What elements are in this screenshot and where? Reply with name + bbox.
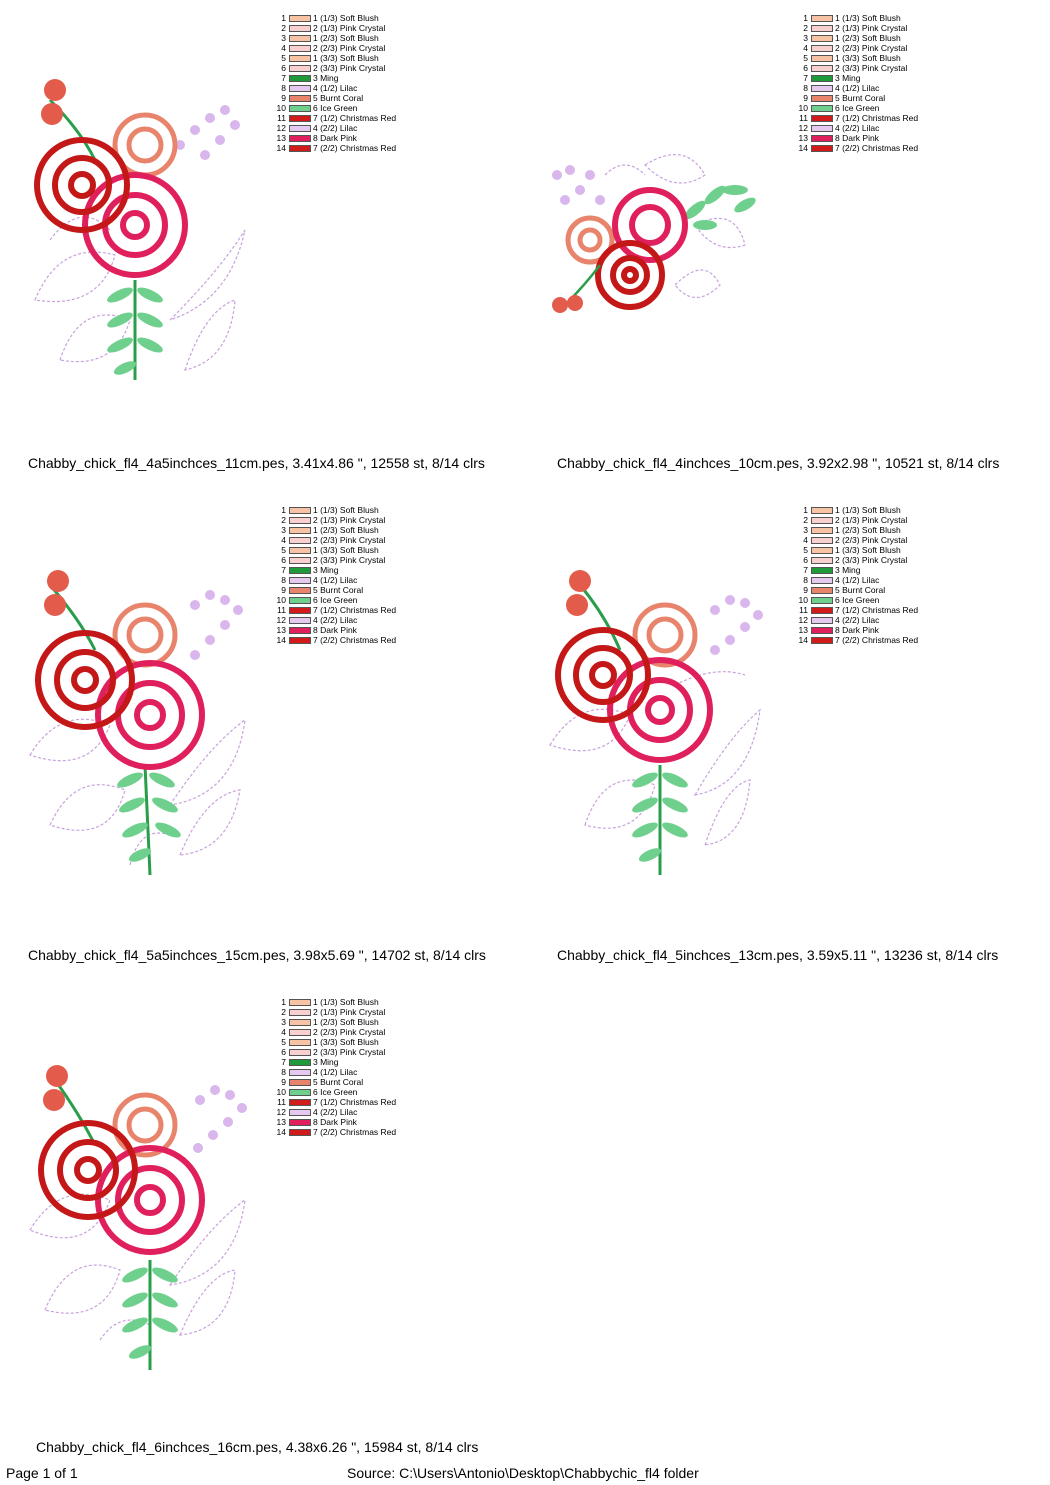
thread-label: 4 (2/2) Lilac [313,615,358,625]
thread-label: 6 Ice Green [313,1087,358,1097]
thread-row [792,595,918,605]
thread-number: 1 [281,505,286,515]
thread-number: 8 [281,1067,286,1077]
thread-color-swatch [289,1009,311,1016]
thread-label: 2 (1/3) Pink Crystal [313,515,386,525]
design-caption: Chabby_chick_fl4_6inchces_16cm.pes, 4.38x6.26 ", 15984 st, 8/14 clrs [36,1439,479,1455]
thread-row [270,565,396,575]
thread-label: 4 (2/2) Lilac [313,1107,358,1117]
thread-row [792,33,918,43]
thread-color-swatch [289,15,311,22]
thread-number: 5 [803,53,808,63]
thread-row [270,1107,396,1117]
thread-row [270,1007,396,1017]
thread-color-swatch [289,135,311,142]
thread-number: 10 [276,103,286,113]
thread-color-swatch [289,1089,311,1096]
thread-label: 4 (1/2) Lilac [313,83,358,93]
thread-color-swatch [289,55,311,62]
thread-number: 1 [803,13,808,23]
thread-row [792,525,918,535]
thread-label: 4 (1/2) Lilac [313,1067,358,1077]
thread-color-swatch [811,577,833,584]
thread-row [270,83,396,93]
thread-row [270,1037,396,1047]
thread-number: 14 [276,635,286,645]
thread-label: 4 (2/2) Lilac [835,123,880,133]
thread-label: 4 (1/2) Lilac [313,575,358,585]
thread-label: 7 (2/2) Christmas Red [313,635,397,645]
thread-row [792,575,918,585]
thread-color-swatch [289,517,311,524]
thread-row [792,605,918,615]
thread-number: 7 [281,565,286,575]
thread-row [270,545,396,555]
thread-row [270,635,396,645]
thread-number: 12 [276,123,286,133]
thread-number: 1 [803,505,808,515]
thread-number: 9 [803,93,808,103]
thread-row [270,1057,396,1067]
thread-row [792,143,918,153]
thread-label: 5 Burnt Coral [835,585,886,595]
thread-number: 14 [276,143,286,153]
thread-label: 2 (2/3) Pink Crystal [313,43,386,53]
thread-color-swatch [811,547,833,554]
thread-row [792,103,918,113]
thread-row [270,1117,396,1127]
thread-number: 9 [803,585,808,595]
thread-row [270,595,396,605]
thread-label: 5 Burnt Coral [313,1077,364,1087]
page-number: Page 1 of 1 [6,1465,78,1481]
thread-number: 4 [803,535,808,545]
thread-number: 5 [803,545,808,555]
thread-row [270,605,396,615]
thread-color-swatch [289,1049,311,1056]
thread-number: 9 [281,93,286,103]
thread-color-swatch [289,637,311,644]
thread-number: 11 [277,113,286,123]
thread-number: 2 [281,23,286,33]
thread-color-swatch [289,547,311,554]
thread-label: 5 Burnt Coral [835,93,886,103]
thread-number: 4 [803,43,808,53]
embroidery-preview-image [20,565,250,885]
thread-label: 7 (2/2) Christmas Red [313,143,397,153]
thread-color-swatch [811,145,833,152]
thread-row [270,1087,396,1097]
thread-row [270,143,396,153]
thread-color-swatch [289,1109,311,1116]
thread-row [792,535,918,545]
thread-number: 12 [276,615,286,625]
thread-label: 1 (2/3) Soft Blush [835,33,901,43]
thread-row [270,93,396,103]
thread-color-swatch [289,35,311,42]
thread-number: 6 [281,1047,286,1057]
thread-row [792,83,918,93]
thread-number: 13 [798,625,808,635]
thread-label: 1 (3/3) Soft Blush [313,545,379,555]
thread-row [792,505,918,515]
thread-color-swatch [289,617,311,624]
thread-number: 12 [276,1107,286,1117]
embroidery-preview-image [20,70,250,390]
thread-color-swatch [811,507,833,514]
thread-color-swatch [289,627,311,634]
thread-color-swatch [811,85,833,92]
thread-color-swatch [811,537,833,544]
thread-color-swatch [289,25,311,32]
thread-label: 3 Ming [835,73,861,83]
thread-color-swatch [289,567,311,574]
thread-legend [270,997,396,1137]
thread-number: 2 [281,1007,286,1017]
thread-number: 10 [798,595,808,605]
thread-number: 7 [281,1057,286,1067]
thread-color-swatch [289,1029,311,1036]
thread-label: 1 (2/3) Soft Blush [313,1017,379,1027]
thread-row [270,33,396,43]
thread-row [792,123,918,133]
thread-label: 8 Dark Pink [835,133,879,143]
thread-label: 2 (1/3) Pink Crystal [835,515,908,525]
thread-label: 1 (2/3) Soft Blush [313,525,379,535]
thread-row [792,53,918,63]
thread-color-swatch [289,577,311,584]
thread-label: 6 Ice Green [835,103,880,113]
thread-row [270,535,396,545]
thread-label: 2 (3/3) Pink Crystal [313,63,386,73]
thread-number: 6 [803,555,808,565]
thread-color-swatch [289,95,311,102]
thread-row [270,103,396,113]
thread-legend [792,13,918,153]
thread-color-swatch [289,1119,311,1126]
thread-label: 1 (3/3) Soft Blush [313,1037,379,1047]
thread-label: 4 (2/2) Lilac [835,615,880,625]
thread-number: 3 [803,33,808,43]
thread-color-swatch [811,125,833,132]
thread-number: 13 [276,133,286,143]
thread-row [792,73,918,83]
thread-number: 3 [803,525,808,535]
thread-color-swatch [811,105,833,112]
thread-label: 1 (1/3) Soft Blush [835,13,901,23]
thread-color-swatch [811,617,833,624]
thread-number: 13 [798,133,808,143]
thread-number: 9 [281,585,286,595]
thread-color-swatch [811,637,833,644]
thread-label: 2 (3/3) Pink Crystal [835,555,908,565]
thread-row [270,113,396,123]
thread-label: 1 (3/3) Soft Blush [835,545,901,555]
thread-color-swatch [811,45,833,52]
thread-label: 2 (1/3) Pink Crystal [313,23,386,33]
thread-color-swatch [811,95,833,102]
thread-color-swatch [289,507,311,514]
thread-legend [792,505,918,645]
thread-number: 8 [281,83,286,93]
thread-color-swatch [289,527,311,534]
thread-number: 3 [281,525,286,535]
thread-row [792,625,918,635]
thread-color-swatch [289,115,311,122]
thread-row [270,615,396,625]
thread-row [270,123,396,133]
embroidery-preview-image [545,565,775,885]
thread-number: 8 [281,575,286,585]
source-path: Source: C:\Users\Antonio\Desktop\Chabbychic_fl4 folder [347,1465,699,1481]
thread-row [270,1067,396,1077]
thread-row [792,133,918,143]
thread-label: 1 (2/3) Soft Blush [835,525,901,535]
thread-color-swatch [811,65,833,72]
thread-color-swatch [289,1079,311,1086]
thread-label: 5 Burnt Coral [313,93,364,103]
thread-label: 2 (3/3) Pink Crystal [313,555,386,565]
thread-row [270,515,396,525]
thread-color-swatch [811,15,833,22]
thread-color-swatch [811,567,833,574]
thread-color-swatch [289,85,311,92]
thread-color-swatch [289,587,311,594]
thread-label: 5 Burnt Coral [313,585,364,595]
thread-number: 6 [281,555,286,565]
thread-number: 3 [281,33,286,43]
thread-number: 8 [803,575,808,585]
design-caption: Chabby_chick_fl4_4inchces_10cm.pes, 3.92x2.98 ", 10521 st, 8/14 clrs [557,455,1000,471]
thread-row [792,515,918,525]
thread-number: 5 [281,545,286,555]
thread-label: 2 (1/3) Pink Crystal [835,23,908,33]
thread-color-swatch [289,65,311,72]
thread-label: 1 (1/3) Soft Blush [313,13,379,23]
thread-row [792,615,918,625]
thread-color-swatch [811,517,833,524]
thread-label: 4 (1/2) Lilac [835,83,880,93]
thread-number: 2 [281,515,286,525]
thread-number: 5 [281,1037,286,1047]
thread-number: 12 [798,615,808,625]
thread-number: 10 [276,1087,286,1097]
thread-label: 7 (2/2) Christmas Red [835,635,919,645]
thread-label: 7 (1/2) Christmas Red [835,113,919,123]
thread-label: 2 (2/3) Pink Crystal [313,535,386,545]
thread-color-swatch [289,125,311,132]
thread-color-swatch [289,1099,311,1106]
thread-label: 6 Ice Green [313,103,358,113]
thread-label: 1 (1/3) Soft Blush [835,505,901,515]
thread-row [270,23,396,33]
thread-row [270,997,396,1007]
thread-color-swatch [289,1039,311,1046]
thread-number: 7 [803,565,808,575]
thread-label: 7 (1/2) Christmas Red [313,605,397,615]
thread-row [270,625,396,635]
thread-number: 5 [281,53,286,63]
thread-row [270,1017,396,1027]
thread-label: 8 Dark Pink [313,1117,357,1127]
thread-label: 1 (1/3) Soft Blush [313,997,379,1007]
thread-legend [270,13,396,153]
thread-color-swatch [811,587,833,594]
thread-row [792,13,918,23]
design-caption: Chabby_chick_fl4_5a5inchces_15cm.pes, 3.98x5.69 ", 14702 st, 8/14 clrs [28,947,486,963]
design-caption: Chabby_chick_fl4_4a5inchces_11cm.pes, 3.41x4.86 ", 12558 st, 8/14 clrs [28,455,485,471]
thread-label: 6 Ice Green [313,595,358,605]
thread-number: 11 [277,1097,286,1107]
thread-label: 8 Dark Pink [835,625,879,635]
thread-row [270,555,396,565]
thread-row [270,1097,396,1107]
thread-row [792,545,918,555]
thread-number: 1 [281,13,286,23]
thread-number: 6 [803,63,808,73]
thread-number: 10 [798,103,808,113]
thread-row [270,53,396,63]
thread-row [792,93,918,103]
thread-row [270,1077,396,1087]
thread-color-swatch [289,557,311,564]
thread-row [270,13,396,23]
thread-number: 14 [276,1127,286,1137]
thread-row [270,133,396,143]
thread-row [270,43,396,53]
thread-color-swatch [811,35,833,42]
thread-color-swatch [289,597,311,604]
thread-color-swatch [811,135,833,142]
thread-number: 13 [276,1117,286,1127]
thread-row [792,63,918,73]
thread-number: 3 [281,1017,286,1027]
thread-label: 2 (2/3) Pink Crystal [835,535,908,545]
thread-label: 7 (1/2) Christmas Red [835,605,919,615]
thread-color-swatch [289,45,311,52]
thread-color-swatch [811,607,833,614]
thread-number: 2 [803,515,808,525]
thread-color-swatch [811,597,833,604]
thread-label: 4 (2/2) Lilac [313,123,358,133]
thread-row [270,63,396,73]
thread-label: 8 Dark Pink [313,133,357,143]
thread-number: 11 [277,605,286,615]
thread-color-swatch [811,75,833,82]
thread-row [792,555,918,565]
thread-number: 11 [799,605,808,615]
thread-row [270,73,396,83]
thread-row [792,23,918,33]
thread-color-swatch [289,145,311,152]
thread-row [270,525,396,535]
thread-legend [270,505,396,645]
thread-number: 11 [799,113,808,123]
thread-number: 9 [281,1077,286,1087]
thread-row [792,43,918,53]
thread-number: 13 [276,625,286,635]
thread-label: 3 Ming [313,1057,339,1067]
thread-number: 6 [281,63,286,73]
thread-row [270,1047,396,1057]
design-caption: Chabby_chick_fl4_5inchces_13cm.pes, 3.59x5.11 ", 13236 st, 8/14 clrs [557,947,999,963]
thread-color-swatch [811,627,833,634]
thread-label: 1 (3/3) Soft Blush [313,53,379,63]
thread-label: 7 (1/2) Christmas Red [313,113,397,123]
thread-label: 7 (1/2) Christmas Red [313,1097,397,1107]
thread-color-swatch [289,105,311,112]
thread-label: 3 Ming [835,565,861,575]
thread-label: 2 (3/3) Pink Crystal [835,63,908,73]
thread-label: 2 (2/3) Pink Crystal [835,43,908,53]
thread-number: 4 [281,1027,286,1037]
thread-label: 2 (1/3) Pink Crystal [313,1007,386,1017]
thread-row [792,565,918,575]
thread-color-swatch [289,75,311,82]
thread-row [270,1127,396,1137]
thread-color-swatch [811,25,833,32]
thread-row [270,575,396,585]
thread-row [792,113,918,123]
thread-number: 1 [281,997,286,1007]
thread-label: 3 Ming [313,73,339,83]
thread-label: 6 Ice Green [835,595,880,605]
thread-label: 2 (2/3) Pink Crystal [313,1027,386,1037]
embroidery-preview-image [20,1060,250,1380]
thread-color-swatch [811,55,833,62]
thread-number: 14 [798,143,808,153]
thread-row [270,585,396,595]
thread-label: 4 (1/2) Lilac [835,575,880,585]
thread-color-swatch [289,999,311,1006]
thread-row [270,505,396,515]
thread-label: 1 (1/3) Soft Blush [313,505,379,515]
thread-row [270,1027,396,1037]
thread-color-swatch [289,1059,311,1066]
thread-color-swatch [811,557,833,564]
thread-number: 4 [281,535,286,545]
thread-color-swatch [289,1129,311,1136]
thread-label: 8 Dark Pink [313,625,357,635]
thread-number: 7 [281,73,286,83]
thread-number: 10 [276,595,286,605]
embroidery-preview-image [545,145,775,320]
thread-color-swatch [811,115,833,122]
thread-label: 2 (3/3) Pink Crystal [313,1047,386,1057]
thread-color-swatch [289,537,311,544]
thread-label: 3 Ming [313,565,339,575]
thread-number: 2 [803,23,808,33]
thread-color-swatch [289,1019,311,1026]
thread-number: 8 [803,83,808,93]
thread-row [792,635,918,645]
thread-color-swatch [289,1069,311,1076]
thread-number: 4 [281,43,286,53]
thread-color-swatch [289,607,311,614]
thread-number: 12 [798,123,808,133]
thread-label: 1 (3/3) Soft Blush [835,53,901,63]
thread-label: 7 (2/2) Christmas Red [835,143,919,153]
thread-color-swatch [811,527,833,534]
thread-number: 7 [803,73,808,83]
thread-number: 14 [798,635,808,645]
thread-label: 1 (2/3) Soft Blush [313,33,379,43]
thread-label: 7 (2/2) Christmas Red [313,1127,397,1137]
thread-row [792,585,918,595]
